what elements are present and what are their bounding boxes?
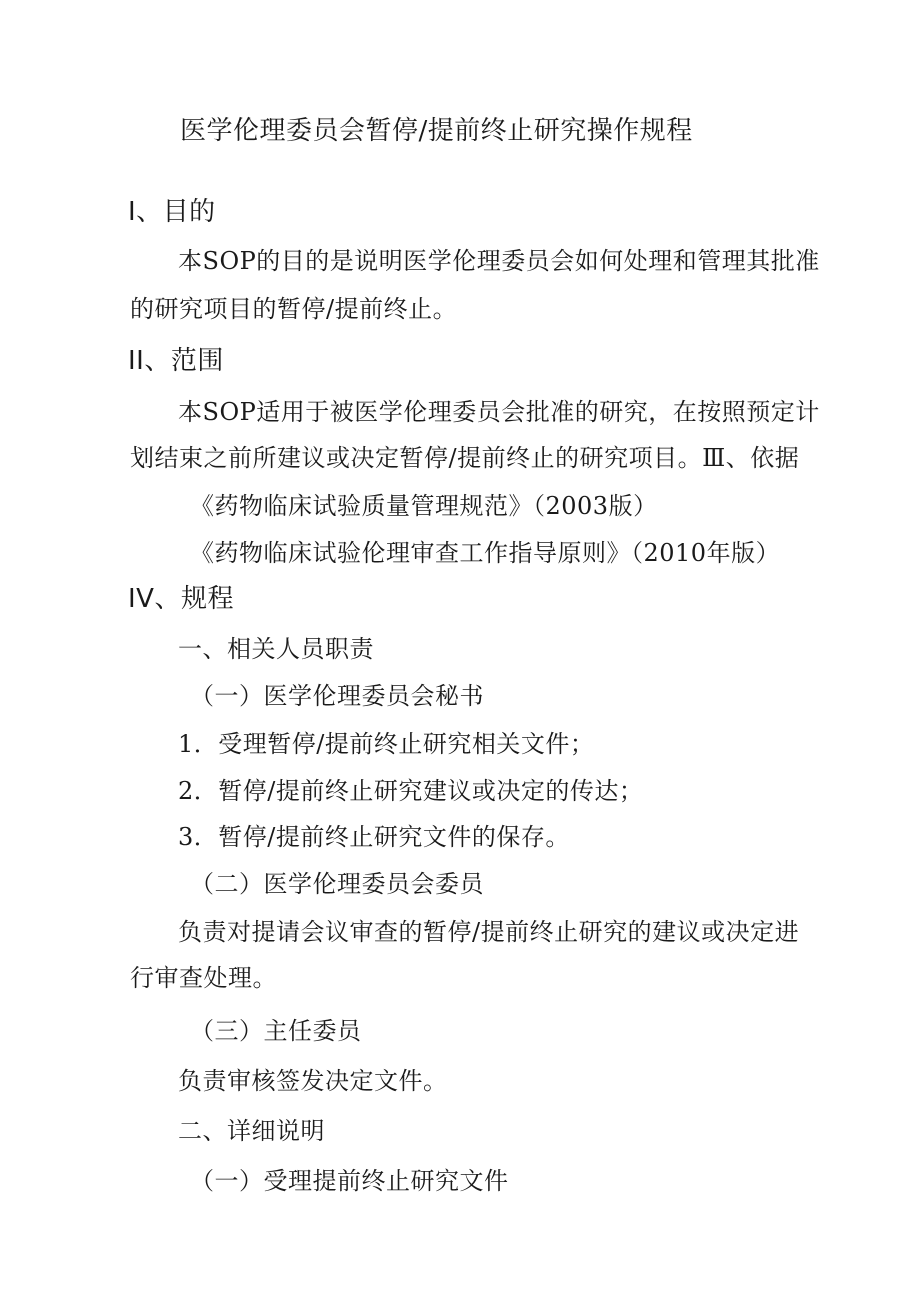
- subsection-chair: （三）主任委员: [190, 1017, 362, 1045]
- scope-paragraph-line-2: 划结束之前所建议或决定暂停/提前终止的研究项目。Ⅲ、依据: [130, 444, 800, 472]
- subsection-secretary: （一）医学伦理委员会秘书: [190, 682, 484, 710]
- section-heading-procedure: IV、规程: [128, 584, 234, 614]
- purpose-paragraph-line-2: 的研究项目的暂停/提前终止。: [130, 295, 458, 323]
- committee-members-line-1: 负责对提请会议审查的暂停/提前终止研究的建议或决定进: [178, 918, 800, 946]
- scope-paragraph-line-1: 本SOP适用于被医学伦理委员会批准的研究，在按照预定计: [178, 398, 820, 426]
- list-item-1: 1．受理暂停/提前终止研究相关文件；: [178, 730, 595, 758]
- basis-reference-1: 《药物临床试验质量管理规范》（2003版）: [190, 492, 658, 520]
- subsection-detailed-description: 二、详细说明: [178, 1117, 325, 1145]
- subsection-responsibilities: 一、相关人员职责: [178, 635, 374, 663]
- list-item-2: 2．暂停/提前终止研究建议或决定的传达；: [178, 777, 644, 805]
- purpose-paragraph-line-1: 本SOP的目的是说明医学伦理委员会如何处理和管理其批准: [178, 247, 820, 275]
- subsection-accept-termination-docs: （一）受理提前终止研究文件: [190, 1167, 509, 1195]
- subsection-committee-members: （二）医学伦理委员会委员: [190, 870, 484, 898]
- document-title: 医学伦理委员会暂停/提前终止研究操作规程: [180, 116, 693, 146]
- section-heading-scope: II、范围: [128, 346, 224, 376]
- committee-members-line-2: 行审查处理。: [130, 964, 277, 992]
- list-item-3: 3．暂停/提前终止研究文件的保存。: [178, 823, 570, 851]
- chair-text: 负责审核签发决定文件。: [178, 1067, 448, 1095]
- section-heading-purpose: I、目的: [128, 197, 216, 227]
- basis-reference-2: 《药物临床试验伦理审查工作指导原则》（2010年版）: [190, 539, 781, 567]
